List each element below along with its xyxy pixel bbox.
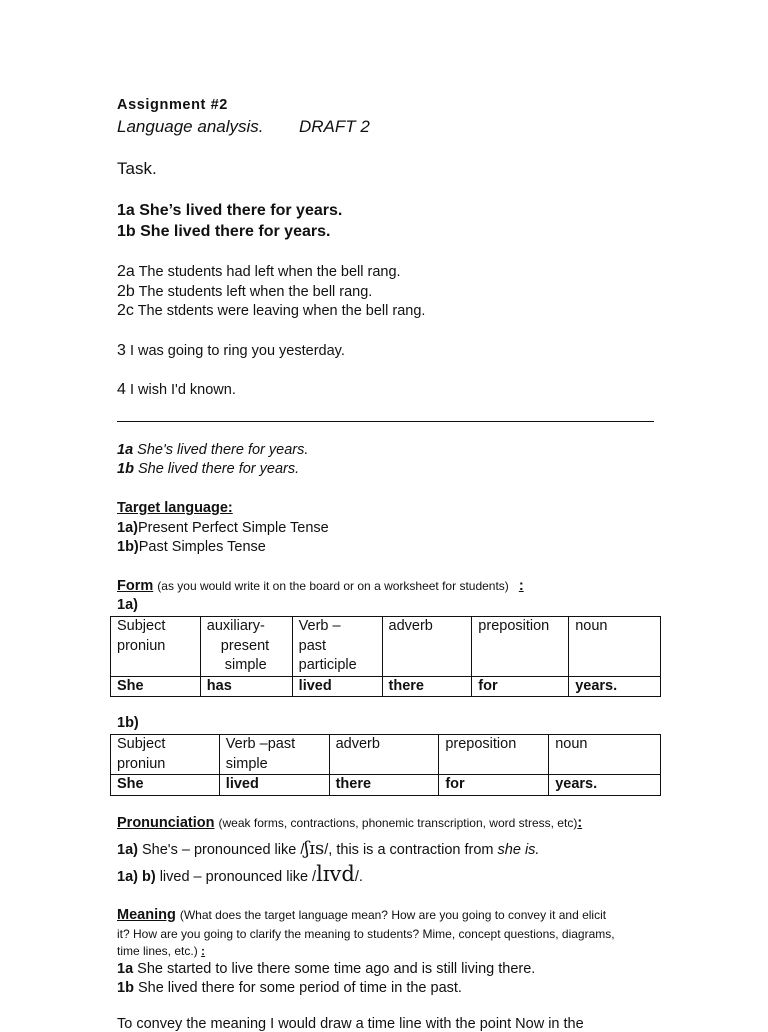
cell-line: Verb –past <box>225 736 296 752</box>
task-item-4 <box>117 381 236 399</box>
cell-line: adverb <box>335 736 380 752</box>
pronunciation-text: lived – pronounced like / <box>159 869 317 885</box>
cell-line: simple <box>225 755 268 772</box>
analysis-number: 1b <box>117 461 134 477</box>
cell-line: simple <box>224 657 267 673</box>
assignment-title: Assignment #2 <box>117 97 228 113</box>
phonemic-transcription: lɪvd <box>316 862 355 886</box>
form-table-1a <box>110 616 661 697</box>
task-item-text: The students left when the bell rang. <box>138 284 373 300</box>
divider <box>117 421 654 422</box>
meaning-number: 1a <box>117 961 134 977</box>
meaning-text: She lived there for some period of time in the past. <box>137 980 462 996</box>
table-cell: there <box>382 676 472 697</box>
cell-line: auxiliary- <box>206 618 265 634</box>
subtitle <box>117 117 370 137</box>
task-item-text: I wish I'd known. <box>129 382 236 398</box>
pronunciation-number: 1a) <box>117 842 138 858</box>
form-table-1b-label: 1b) <box>117 715 139 731</box>
target-language-1b <box>117 539 266 555</box>
cell-line: Verb – <box>298 618 341 634</box>
analysis-text: She lived there for years. <box>137 461 300 477</box>
target-number: 1b) <box>117 539 139 555</box>
task-item-number: 4 <box>117 381 126 398</box>
task-item-number: 2a <box>117 263 135 280</box>
table-cell: She <box>111 676 201 697</box>
table-row <box>111 775 661 796</box>
meaning-note-line: it? How are you going to clarify the meaning to students? Mime, concept questions, diagrams, <box>117 927 615 941</box>
task-item-text: The stdents were leaving when the bell rang. <box>137 303 426 319</box>
meaning-colon: : <box>201 944 206 958</box>
table-header-cell <box>219 735 329 775</box>
table-cell: has <box>200 676 292 697</box>
table-header-cell <box>200 617 292 677</box>
meaning-heading-line <box>117 907 606 923</box>
cell-line: adverb <box>388 618 433 634</box>
table-cell: lived <box>219 775 329 796</box>
table-header-cell <box>382 617 472 677</box>
meaning-1a <box>117 961 535 977</box>
meaning-cut-line: To convey the meaning I would draw a time line with the point Now in the <box>117 1016 584 1032</box>
meaning-heading: Meaning <box>117 907 176 923</box>
table-header-cell <box>569 617 661 677</box>
pronunciation-heading-line <box>117 815 582 831</box>
task-item-2b <box>117 283 372 301</box>
meaning-1b <box>117 980 462 996</box>
form-note: (as you would write it on the board or on a worksheet for students) <box>157 579 509 593</box>
form-table-1b <box>110 734 661 796</box>
pronunciation-number: 1a) b) <box>117 869 156 885</box>
cell-line: Subject <box>117 618 166 634</box>
analysis-number: 1a <box>117 442 134 458</box>
meaning-note-line-3 <box>117 944 205 958</box>
target-language-heading: Target language: <box>117 500 233 516</box>
task-item-1a <box>117 202 342 220</box>
task-item-number: 3 <box>117 342 126 359</box>
meaning-note-text: time lines, etc.) <box>117 944 198 958</box>
analysis-1b <box>117 461 299 477</box>
pronunciation-1b <box>117 862 363 886</box>
analysis-1a <box>117 442 308 458</box>
table-header-cell <box>549 735 661 775</box>
table-header-cell <box>472 617 569 677</box>
cell-line: present <box>220 637 270 654</box>
subtitle-draft: DRAFT 2 <box>298 117 370 136</box>
phonemic-transcription: ʃɪs <box>304 838 325 859</box>
task-item-number: 2c <box>117 302 134 319</box>
table-row <box>111 676 661 697</box>
task-item-2c <box>117 302 425 320</box>
table-cell: for <box>472 676 569 697</box>
pronunciation-colon: : <box>577 815 583 831</box>
table-cell: there <box>329 775 439 796</box>
table-header-cell <box>111 617 201 677</box>
task-item-number: 1b <box>117 223 136 240</box>
pronunciation-italic: she is. <box>497 842 540 858</box>
form-table-1a-label: 1a) <box>117 597 138 613</box>
form-heading: Form <box>117 578 154 594</box>
table-cell: years. <box>549 775 661 796</box>
table-header-row <box>111 735 661 775</box>
cell-line: preposition <box>445 736 517 752</box>
form-colon: : <box>518 578 524 594</box>
task-item-text: I was going to ring you yesterday. <box>129 343 345 359</box>
table-header-row <box>111 617 661 677</box>
target-language-1a <box>117 520 329 536</box>
cell-line: Subject <box>117 736 166 752</box>
pronunciation-heading: Pronunciation <box>117 815 215 831</box>
pronunciation-text: /, this is a contraction from <box>324 842 494 858</box>
table-header-cell <box>439 735 549 775</box>
target-text: Present Perfect Simple Tense <box>137 520 329 536</box>
task-item-text: She’s lived there for years. <box>139 202 343 219</box>
table-cell: years. <box>569 676 661 697</box>
cell-line: participle <box>298 657 357 673</box>
task-item-text: The students had left when the bell rang. <box>138 264 401 280</box>
subtitle-language-analysis: Language analysis. <box>117 117 264 136</box>
table-header-cell <box>292 617 382 677</box>
task-item-1b <box>117 223 330 241</box>
meaning-text: She started to live there some time ago and is still living there. <box>137 961 536 977</box>
target-number: 1a) <box>117 520 138 536</box>
meaning-note-line: (What does the target language mean? How are you going to convey it and elicit <box>179 908 607 922</box>
table-header-cell <box>329 735 439 775</box>
meaning-number: 1b <box>117 980 134 996</box>
cell-line: noun <box>575 618 608 634</box>
task-item-number: 2b <box>117 283 135 300</box>
cell-line: noun <box>555 736 588 752</box>
target-text: Past Simples Tense <box>138 539 266 555</box>
cell-line: proniun <box>117 637 166 654</box>
table-cell: lived <box>292 676 382 697</box>
form-heading-line <box>117 578 524 594</box>
cell-line: proniun <box>117 755 166 772</box>
task-item-3 <box>117 342 345 360</box>
task-item-2a <box>117 263 401 281</box>
table-cell: for <box>439 775 549 796</box>
pronunciation-text: /. <box>354 869 363 885</box>
cell-line: past <box>298 637 327 654</box>
pronunciation-1a <box>117 838 539 859</box>
pronunciation-note: (weak forms, contractions, phonemic transcription, word stress, etc) <box>218 816 578 830</box>
cell-line: preposition <box>478 618 550 634</box>
table-cell: She <box>111 775 220 796</box>
task-heading: Task. <box>117 159 157 178</box>
task-item-number: 1a <box>117 202 135 219</box>
pronunciation-text: She's – pronounced like / <box>142 842 305 858</box>
analysis-text: She's lived there for years. <box>137 442 309 458</box>
task-item-text: She lived there for years. <box>140 223 331 240</box>
table-header-cell <box>111 735 220 775</box>
